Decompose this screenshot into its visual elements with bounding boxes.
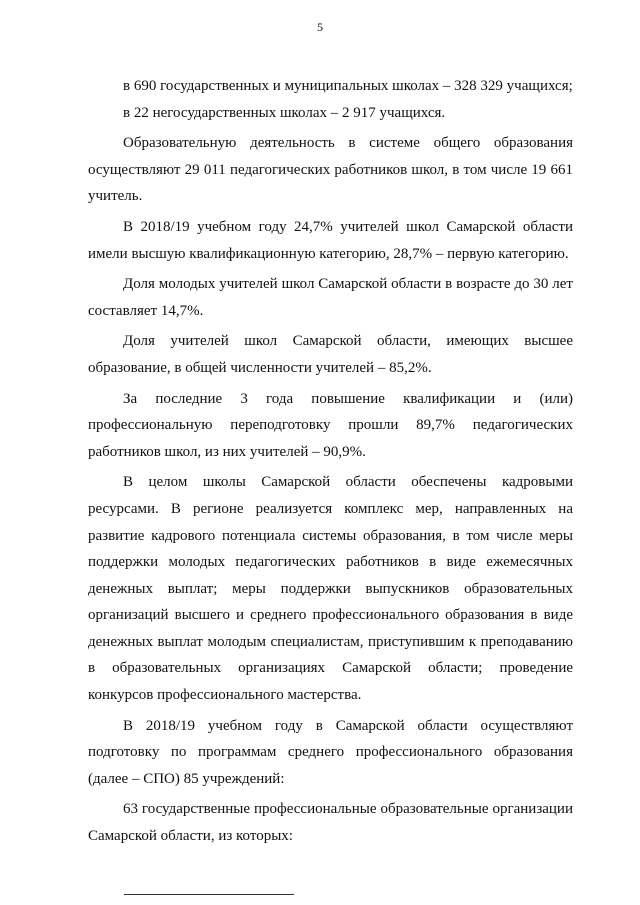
- paragraph-public-schools: в 690 государственных и муниципальных школах – 328 329 учащихся;: [123, 78, 573, 94]
- paragraph-private-schools: в 22 негосударственных школах – 2 917 учащихся.: [123, 104, 446, 121]
- paragraph-teaching-staff: Образовательную деятельность в системе общего образования осуществляют 29 011 педагогических работников школ, в том числе 19 661 учитель.: [88, 135, 573, 205]
- paragraph-spo-institutions: В 2018/19 учебном году в Самарской области осуществляют подготовку по программам среднего профессионального образования (далее – СПО) 85 учреждений:: [88, 717, 573, 787]
- document-body: [88, 73, 573, 854]
- page-number: 5: [317, 20, 323, 34]
- paragraph-young-teachers: Доля молодых учителей школ Самарской области в возрасте до 30 лет составляет 14,7%.: [88, 276, 573, 319]
- paragraph-state-organizations: 63 государственные профессиональные образовательные организации Самарской области, из которых:: [88, 801, 573, 845]
- paragraph-qualification-categories: В 2018/19 учебном году 24,7% учителей школ Самарской области имели высшую квалификационную категорию, 28,7% – первую категорию.: [88, 218, 573, 262]
- paragraph-staffing-measures: В целом школы Самарской области обеспечены кадровыми ресурсами. В регионе реализуется комплекс мер, направленных на развитие кадрового потенциала системы образования, в том числе меры поддержки молодых педагогических работников в виде ежемесячных денежных выплат; меры поддержки выпускников образовательных организаций высшего и среднего профессионального образования в виде денежных выплат молодым специалистам, приступившим к преподаванию в образовательных организациях Самарской области; проведение конкурсов профессионального мастерства.: [88, 474, 573, 704]
- paragraph-higher-education: Доля учителей школ Самарской области, имеющих высшее образование, в общей численности учителей – 85,2%.: [88, 333, 573, 376]
- footnote-rule: [124, 894, 294, 895]
- paragraph-professional-development: За последние 3 года повышение квалификации и (или) профессиональную переподготовку прошли 89,7% педагогических работников школ, из них учителей – 90,9%.: [88, 390, 573, 460]
